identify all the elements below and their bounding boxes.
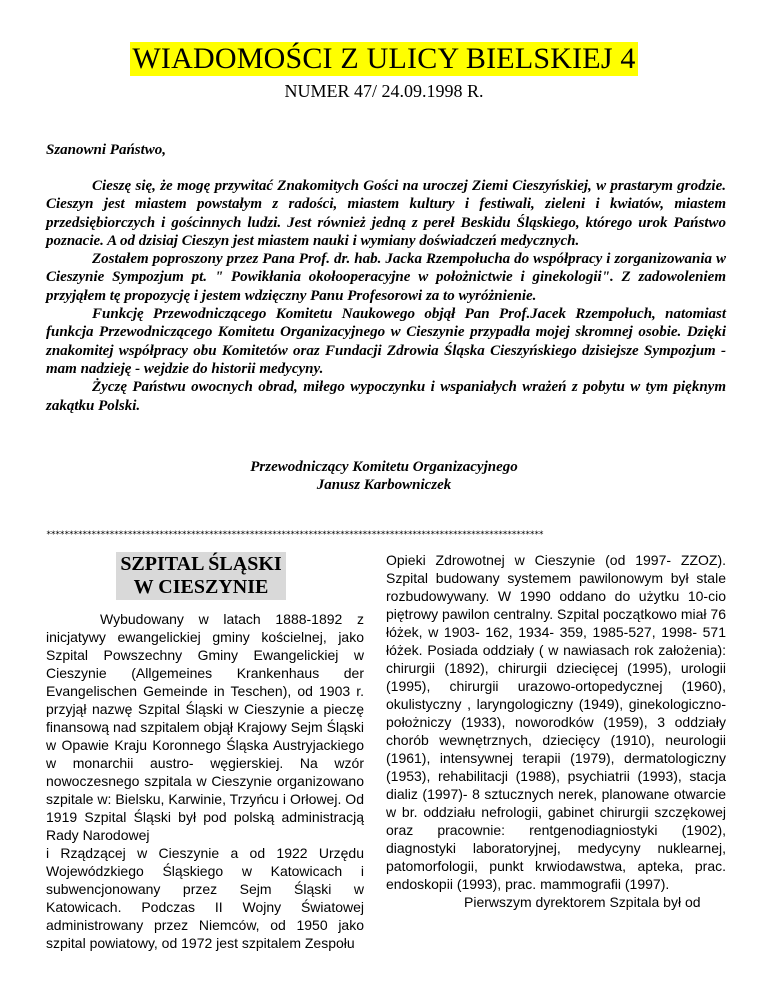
signature-name: Janusz Karbowniczek (316, 477, 452, 494)
article-heading-line: W CIESZYNIE (133, 576, 269, 598)
article-heading-line: SZPITAL ŚLĄSKI (120, 553, 282, 575)
issue-number: NUMER 47/ 24.09.1998 R. (284, 81, 484, 101)
masthead (0, 42, 768, 76)
letter-paragraph: Funkcję Przewodniczącego Komitetu Naukowego objął Pan Prof.Jacek Rzempołuch, natomiast funkcja Przewodniczącego Komitetu Organizacyjnego w Cieszynie przypadła mojej skromnej osobie. Dzięki znakomitej współpracy obu Komitetów oraz Fundacji Zdrowia Śląska Cieszyńskiego dzisiejsze Sympozjum - mam nadzieję - wejdzie do historii medycyny. (46, 306, 726, 377)
article-heading (116, 552, 286, 600)
article-column-left (46, 610, 364, 952)
article-column-right (386, 551, 726, 911)
letter-paragraph: Cieszę się, że mogę przywitać Znakomitych Gości na uroczej Ziemi Cieszyńskiej, w prastarym grodzie. Cieszyn jest miastem powstałym z radości, miastem kultury i festiwali, zieleni i kwiatów, miastem przedsiębiorczych i gościnnych ludzi. Jest również jedną z pereł Beskidu Śląskiego, którego urok Państwo poznacie. A od dzisiaj Cieszyn jest miastem nauki i wymiany doświadczeń medycznych. (46, 178, 726, 249)
signature-role: Przewodniczący Komitetu Organizacyjnego (250, 459, 518, 475)
letter-salutation: Szanowni Państwo, (46, 142, 167, 158)
article-paragraph: Wybudowany w latach 1888-1892 z inicjatywy ewangelickiej gminy kościelnej, jako Szpital Powszechny Gminy Ewangelickiej w Cieszynie (Allgemeines Krankenhaus der Evangelischen Gemeinde in Teschen), od 1903 r. przyjął nazwę Szpital Śląski w Cieszynie a pieczę finansową nad szpitalem objął Krajowy Sejm Śląski w Opawie Kraju Koronnego Śląska Austryjackiego w monarchii austro- węgierskiej. Na wzór nowoczesnego szpitala w Cieszynie organizowano szpitale w: Bielsku, Karwinie, Trzyńcu i Orłowej. Od 1919 Szpital Śląski był pod polską administracją Rady Narodowej (46, 611, 364, 843)
asterisk-divider: ************************************************************************************************************** (46, 530, 544, 540)
letter-paragraph: Zostałem poproszony przez Pana Prof. dr. hab. Jacka Rzempołucha do współpracy i zorganizowania w Cieszynie Sympozjum pt. " Powikłania okołooperacyjne w położnictwie i ginekologii". Z zadowoleniem przyjąłem tę propozycję i jestem wdzięczny Panu Profesorowi za to wyróżnienie. (46, 251, 726, 304)
article-paragraph: Opieki Zdrowotnej w Cieszynie (od 1997- ZZOZ). Szpital budowany systemem pawilonowym był stale rozbudowywany. W 1990 oddano do użytku 10-cio piętrowy pawilon centralny. Szpital początkowo miał 76 łóżek, w 1903- 162, 1934- 359, 1985-527, 1998- 571 łóżek. Posiada oddziały ( w nawiasach rok założenia): chirurgii (1892), chirurgii dziecięcej (1995), urologii (1995), chirurgii urazowo-ortopedycznej (1960), okulistyczny , laryngologiczny (1949), ginekologiczno-położniczy (1933), noworodków (1959), 3 oddziały chorób wewnętrznych, dziecięcy (1910), neurologii (1961), intensywnej terapii (1979), dermatologiczny (1953), rehabilitacji (1988), psychiatrii (1993), stacja dializ (1997)- 8 sztucznych nerek, planowane otwarcie w br. oddziału nefrologii, gabinet chirurgii szczękowej oraz pracownie: rentgenodiagniostyki (1902), diagnostyki laboratoryjnej, medycyny nuklearnej, patomorfologii, punkt krwiodawstwa, apteka, prac. endoskopii (1993), prac. mammografii (1997). (386, 552, 726, 892)
newsletter-title: WIADOMOŚCI Z ULICY BIELSKIEJ 4 (132, 42, 636, 75)
article-paragraph: Pierwszym dyrektorem Szpitala był od (464, 894, 701, 910)
letter-paragraph: Życzę Państwu owocnych obrad, miłego wypoczynku i wspaniałych wrażeń z pobytu w tym pięknym zakątku Polski. (46, 379, 726, 414)
letter-signature (0, 458, 768, 495)
article-paragraph: i Rządzącej w Cieszynie a od 1922 Urzędu Wojewódzkiego Śląskiego w Katowicach i subwencjonowany przez Sejm Śląski w Katowicach. Podczas II Wojny Światowej administrowany przez Niemców, od 1950 jako szpital powiatowy, od 1972 jest szpitalem Zespołu (46, 845, 364, 951)
letter-body (46, 177, 726, 415)
